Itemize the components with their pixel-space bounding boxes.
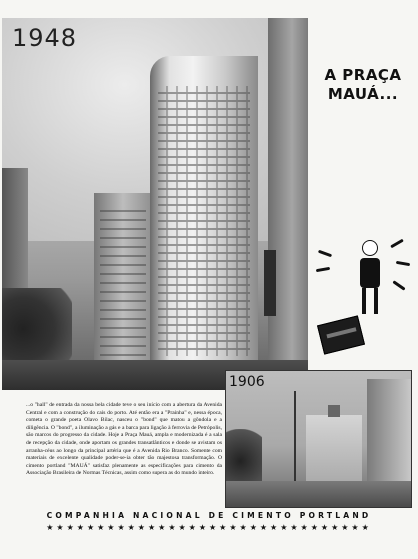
headline-line-1: A PRAÇA: [324, 66, 402, 84]
headline-line-2: MAUÁ...: [327, 85, 399, 103]
mascot-illustration: [312, 232, 416, 362]
mascot-head: [362, 240, 378, 256]
building-right: [268, 18, 308, 390]
star-row: ★★★★★★★★★★★★★★★★★★★★★★★★★★★★★★★★: [46, 523, 372, 532]
photo-praca-maua-1948: [2, 18, 308, 390]
year-label-1948: 1948: [12, 24, 78, 52]
company-name: COMPANHIA NACIONAL DE CIMENTO PORTLAND: [46, 511, 372, 520]
year-label-1906: 1906: [229, 374, 265, 390]
headline: [310, 66, 416, 104]
photo-praca-maua-1906: [225, 370, 412, 508]
body-text: ...o "hall" de entrada da nossa bela cidade teve o seu início com a abertura da Avenida Central e com a construção do cais do porto. Até então era a "Prainha" e, nessa época, cometa o grande poeta Olavo Bilac, nasceu o "bond" que matou a gôndola e a diligência. O "bond", a iluminação a gás e a barca para ligação à ferrovia de Petrópolis, são marcos do progresso da cidade. Hoje a Praça Mauá, ampla e modernizada é a sala de recepção da cidade, onde aportam os grandes transatlânticos e donde se avistam os arranha-céus ao longo da principal artéria que é a Avenida Rio Branco. Somente com materiais de excelente qualidade poder-se-ia obter tão majestosa transformação. O cimento portland "MAUÁ" satisfaz plenamente as especificações para cimento da Associação Brasileira de Normas Técnicas, assim como supera as do mundo inteiro.: [26, 402, 222, 477]
cement-bag-icon: [317, 315, 365, 354]
mascot-legs: [362, 288, 378, 314]
vertical-sign: [264, 250, 276, 316]
street-1906: [226, 481, 411, 507]
a-noite-tower-building: [150, 56, 258, 376]
building-middle: [94, 193, 152, 373]
mascot-body: [360, 258, 380, 288]
